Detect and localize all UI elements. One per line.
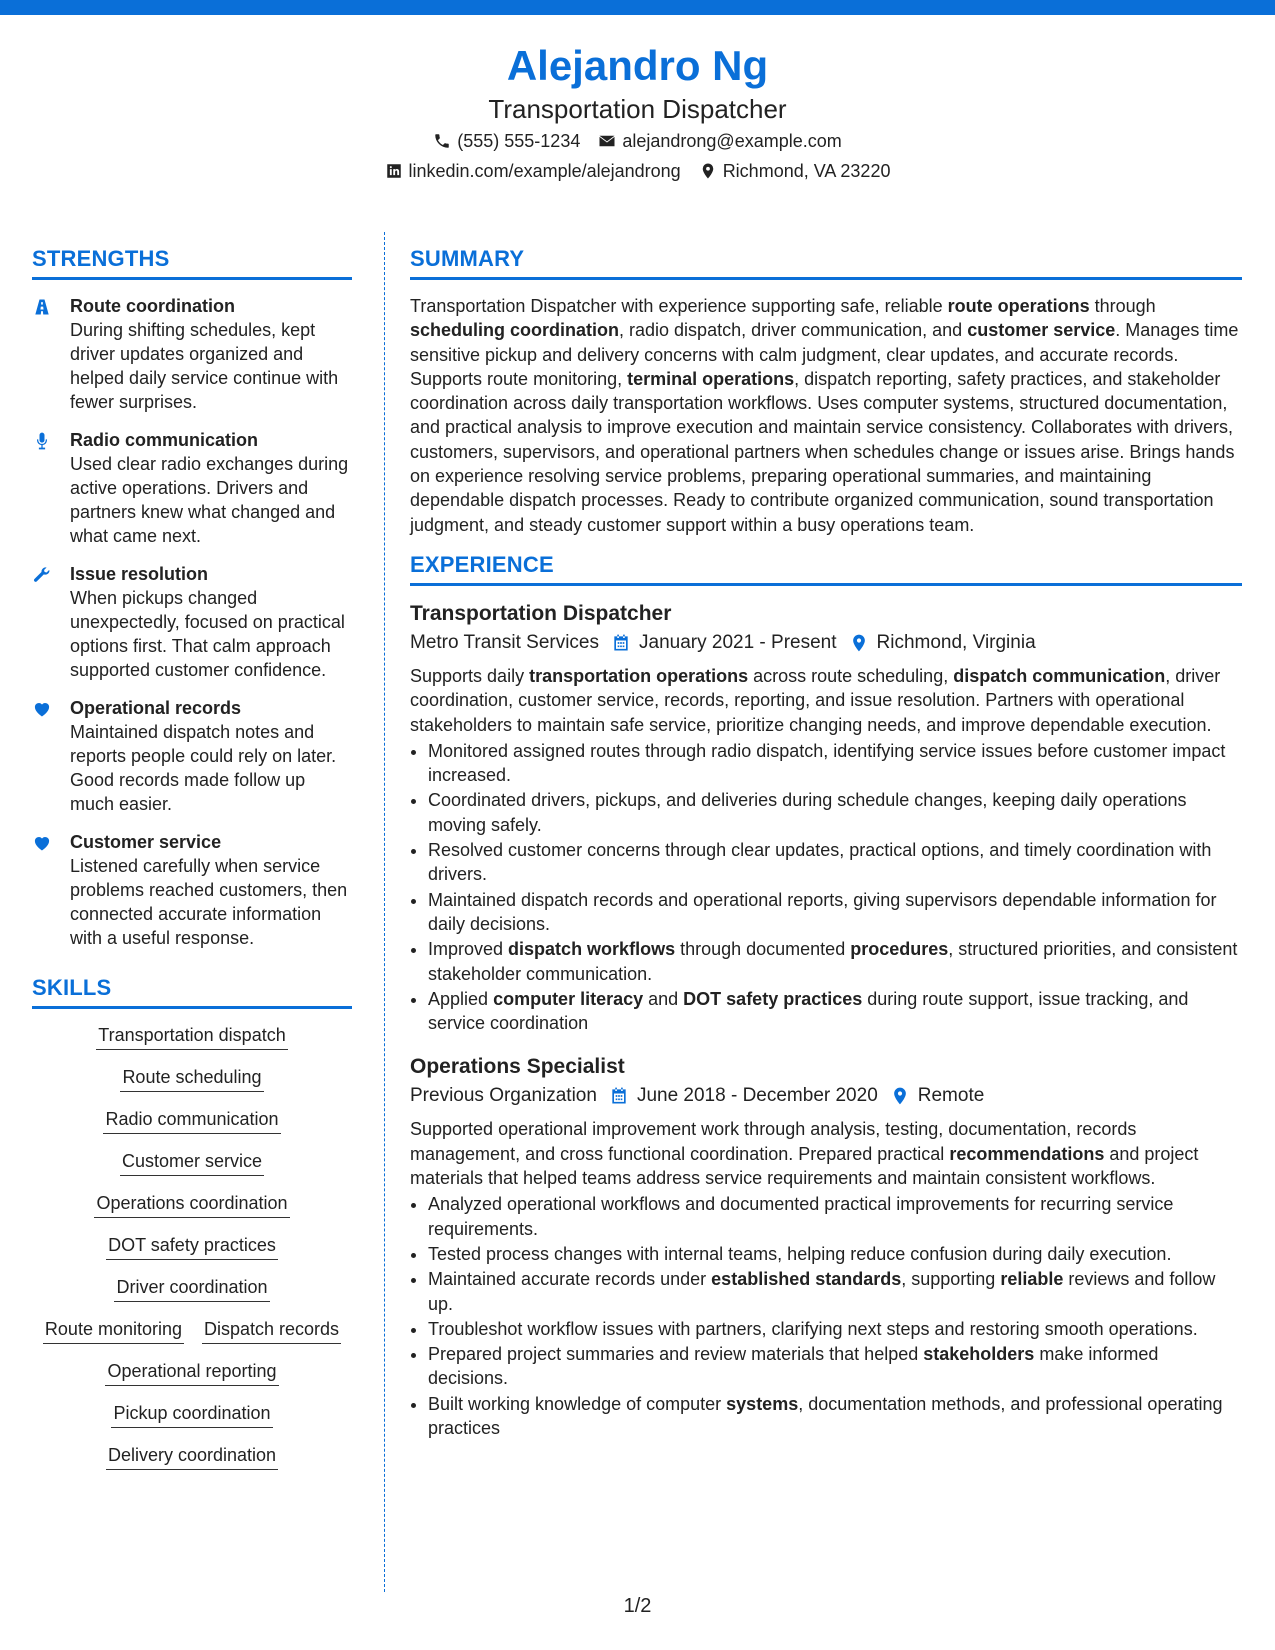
- skill-tag: Delivery coordination: [106, 1443, 278, 1470]
- job-location-text: Remote: [917, 1085, 985, 1107]
- phone-icon: [433, 132, 451, 150]
- strength-item: [32, 428, 352, 548]
- calendar-icon: [611, 633, 631, 653]
- text-segment: Troubleshot workflow issues with partners, clarifying next steps and restoring smooth operations.: [428, 1318, 1198, 1339]
- skill-row: [32, 1149, 352, 1176]
- bold-keyword: dispatch workflows: [508, 939, 676, 960]
- skill-row: [32, 1401, 352, 1428]
- email-text: alejandrong@example.com: [622, 131, 842, 151]
- strength-body: [70, 562, 352, 682]
- skill-row: [32, 1233, 352, 1260]
- text-segment: make informed decisions.: [428, 1344, 1159, 1389]
- bullet-item: [428, 788, 1242, 837]
- bullet-item: [428, 838, 1242, 887]
- bold-keyword: procedures: [850, 939, 949, 960]
- map-pin-icon: [699, 162, 717, 180]
- bullet-item: [428, 739, 1242, 788]
- skills-list: [32, 1023, 352, 1470]
- text-segment: through: [1089, 296, 1156, 316]
- bold-keyword: recommendations: [949, 1143, 1105, 1164]
- bold-keyword: DOT safety practices: [683, 988, 863, 1009]
- bullet-item: [428, 888, 1242, 937]
- skill-tag: Route scheduling: [120, 1065, 263, 1092]
- skill-tag: Operational reporting: [105, 1359, 278, 1386]
- bullet-item: [428, 1317, 1242, 1341]
- strengths-list: [32, 294, 352, 950]
- strength-description: Maintained dispatch notes and reports people could rely on later. Good records made follow up much easier.: [70, 722, 337, 814]
- text-segment: Prepared project summaries and review materials that helped: [428, 1344, 924, 1365]
- bullet-item: [428, 1392, 1242, 1441]
- text-segment: Analyzed operational workflows and documented practical improvements for recurring service requirements.: [428, 1194, 1174, 1239]
- bold-keyword: dispatch communication: [953, 665, 1166, 686]
- company-name: Metro Transit Services: [410, 631, 599, 653]
- summary-heading: SUMMARY: [410, 245, 1242, 280]
- linkedin-text: linkedin.com/example/alejandrong: [408, 161, 681, 181]
- strength-item: [32, 562, 352, 682]
- bold-keyword: established standards: [711, 1269, 902, 1290]
- bullet-item: [428, 1192, 1242, 1241]
- strength-description: Used clear radio exchanges during active operations. Drivers and partners knew what changed and what came next.: [70, 454, 349, 546]
- left-column: [32, 245, 352, 1485]
- text-segment: Coordinated drivers, pickups, and deliveries during schedule changes, keeping daily operations moving safely.: [428, 790, 1187, 835]
- strength-body: [70, 830, 352, 950]
- strength-icon-wrap: [32, 428, 56, 548]
- strength-body: [70, 294, 352, 414]
- job-dates: [609, 1081, 878, 1111]
- skill-tag: Transportation dispatch: [96, 1023, 287, 1050]
- bullet-item: [428, 937, 1242, 986]
- strength-item: [32, 696, 352, 816]
- text-segment: Applied: [428, 988, 494, 1009]
- strength-item: [32, 830, 352, 950]
- linkedin-icon: [385, 162, 403, 180]
- skill-row: [32, 1317, 352, 1344]
- job-description: [410, 1117, 1242, 1190]
- bold-keyword: scheduling coordination: [410, 320, 620, 341]
- microphone-icon: [32, 431, 52, 451]
- strength-title: Customer service: [70, 832, 222, 852]
- strength-title: Operational records: [70, 698, 242, 718]
- text-segment: Improved: [428, 939, 509, 960]
- top-accent-bar: [0, 0, 1275, 15]
- bold-keyword: terminal operations: [627, 368, 795, 389]
- contact-row-2: [0, 156, 1275, 186]
- skills-heading: SKILLS: [32, 974, 352, 1009]
- text-segment: Maintained accurate records under: [428, 1269, 712, 1290]
- strength-icon-wrap: [32, 696, 56, 816]
- skill-row: [32, 1443, 352, 1470]
- contact-row-1: [0, 126, 1275, 156]
- strength-description: During shifting schedules, kept driver updates organized and helped daily service continue with fewer surprises.: [70, 320, 339, 412]
- envelope-icon: [598, 132, 616, 150]
- skill-row: [32, 1275, 352, 1302]
- text-segment: Tested process changes with internal teams, helping reduce confusion during daily execution.: [428, 1243, 1172, 1264]
- job-dates-text: January 2021 - Present: [639, 631, 837, 653]
- job-location: [890, 1081, 985, 1111]
- skill-row: [32, 1359, 352, 1386]
- location-contact: [699, 156, 891, 186]
- skill-row: [32, 1065, 352, 1092]
- job-bullets: [410, 739, 1242, 1036]
- company-name: Previous Organization: [410, 1085, 597, 1107]
- bullet-item: [428, 1242, 1242, 1266]
- text-segment: Transportation Dispatcher with experience supporting safe, reliable: [410, 296, 948, 316]
- experience-list: [410, 600, 1242, 1440]
- page-number: 1/2: [623, 1595, 652, 1617]
- job-location-text: Richmond, Virginia: [876, 631, 1036, 653]
- text-segment: Monitored assigned routes through radio dispatch, identifying service issues before customer impact increased.: [428, 740, 1226, 786]
- candidate-name: Alejandro Ng: [506, 42, 769, 89]
- text-segment: , documentation methods, and professional operating practices: [428, 1393, 1223, 1438]
- text-segment: . Manages time sensitive pickup and delivery concerns with calm judgment, clear updates, and accurate records. Supports route monitoring,: [410, 320, 1239, 389]
- job-entry: [410, 1053, 1242, 1440]
- strength-body: [70, 428, 352, 548]
- text-segment: , driver coordination, customer service, records, reporting, and issue resolution. Partners with operational stakeholders to maintain safe service, prioritize changing needs, and improve dependable execution.: [410, 665, 1221, 735]
- experience-heading: EXPERIENCE: [410, 551, 1242, 586]
- job-title: Operations Specialist: [410, 1055, 625, 1079]
- job-meta: [410, 1081, 1242, 1111]
- map-pin-icon: [849, 633, 869, 653]
- calendar-icon: [609, 1086, 629, 1106]
- wrench-icon: [32, 565, 52, 585]
- strengths-heading: STRENGTHS: [32, 245, 352, 280]
- skill-tag: Customer service: [120, 1149, 264, 1176]
- resume-header: [0, 40, 1275, 186]
- linkedin-contact[interactable]: [385, 156, 681, 186]
- strength-item: [32, 294, 352, 414]
- text-segment: Supports daily: [410, 665, 530, 686]
- job-description: [410, 664, 1242, 737]
- bold-keyword: reliable: [1000, 1269, 1064, 1290]
- heart-icon: [32, 699, 52, 719]
- phone-contact: [433, 126, 580, 156]
- text-segment: , supporting: [901, 1269, 1001, 1290]
- job-location: [849, 628, 1036, 658]
- skill-tag: Driver coordination: [114, 1275, 269, 1302]
- strength-description: When pickups changed unexpectedly, focused on practical options first. That calm approach supported customer confidence.: [70, 588, 345, 680]
- text-segment: , dispatch reporting, safety practices, and stakeholder coordination across daily transportation workflows. Uses computer systems, structured documentation, and practical analysis to improve execution and maintain service consistency. Collaborates with drivers, customers, supervisors, and operational partners when schedules change or issues arise. Brings hands on experience resolving service problems, preparing operational summaries, and maintaining dependable dispatch processes. Ready to contribute organized communication, sound transportation judgment, and steady customer support within a busy operations team.: [410, 368, 1235, 535]
- strength-body: [70, 696, 352, 816]
- summary-text: [410, 294, 1242, 537]
- bold-keyword: stakeholders: [923, 1344, 1035, 1365]
- job-meta: [410, 628, 1242, 658]
- bold-keyword: customer service: [967, 320, 1116, 341]
- text-segment: through documented: [675, 939, 851, 960]
- text-segment: , radio dispatch, driver communication, and: [619, 320, 968, 341]
- strength-title: Route coordination: [70, 296, 235, 316]
- heart-icon: [32, 833, 52, 853]
- bullet-item: [428, 1342, 1242, 1391]
- bold-keyword: computer literacy: [493, 988, 644, 1009]
- job-dates: [611, 628, 837, 658]
- text-segment: Resolved customer concerns through clear updates, practical options, and timely coordination with drivers.: [428, 840, 1212, 885]
- candidate-title: Transportation Dispatcher: [488, 94, 787, 124]
- strength-icon-wrap: [32, 830, 56, 950]
- location-text: Richmond, VA 23220: [722, 161, 891, 181]
- text-segment: and: [643, 988, 684, 1009]
- bullet-item: [428, 1267, 1242, 1316]
- bold-keyword: transportation operations: [529, 665, 749, 686]
- text-segment: , structured priorities, and consistent stakeholder communication.: [428, 939, 1238, 984]
- text-segment: Supported operational improvement work through analysis, testing, documentation, records management, and cross functional coordination. Prepared practical: [410, 1119, 1137, 1164]
- skill-tag: Operations coordination: [94, 1191, 289, 1218]
- strength-icon-wrap: [32, 562, 56, 682]
- skill-tag: Radio communication: [103, 1107, 280, 1134]
- road-icon: [32, 297, 52, 317]
- bullet-item: [428, 987, 1242, 1036]
- bold-keyword: route operations: [947, 296, 1090, 316]
- right-column: [410, 245, 1242, 1441]
- job-title: Transportation Dispatcher: [410, 601, 672, 625]
- text-segment: Built working knowledge of computer: [428, 1393, 727, 1414]
- text-segment: across route scheduling,: [748, 665, 954, 686]
- strength-title: Issue resolution: [70, 564, 209, 584]
- text-segment: Maintained dispatch records and operational reports, giving supervisors dependable information for daily decisions.: [428, 889, 1217, 934]
- job-bullets: [410, 1192, 1242, 1440]
- skill-tag: Dispatch records: [202, 1317, 341, 1344]
- phone-text: (555) 555-1234: [457, 131, 581, 151]
- skill-tag: DOT safety practices: [106, 1233, 278, 1260]
- strength-description: Listened carefully when service problems reached customers, then connected accurate information with a useful response.: [70, 856, 348, 948]
- strength-title: Radio communication: [70, 430, 259, 450]
- bold-keyword: systems: [726, 1393, 799, 1414]
- job-dates-text: June 2018 - December 2020: [636, 1085, 878, 1107]
- skill-row: [32, 1107, 352, 1134]
- map-pin-icon: [890, 1086, 910, 1106]
- text-segment: reviews and follow up.: [428, 1269, 1216, 1314]
- skill-row: [32, 1191, 352, 1218]
- job-entry: [410, 600, 1242, 1035]
- skill-tag: Pickup coordination: [111, 1401, 272, 1428]
- skill-row: [32, 1023, 352, 1050]
- strength-icon-wrap: [32, 294, 56, 414]
- column-divider: [384, 232, 385, 1592]
- skill-tag: Route monitoring: [43, 1317, 184, 1344]
- email-contact[interactable]: [598, 126, 841, 156]
- text-segment: during route support, issue tracking, and service coordination: [428, 988, 1189, 1034]
- text-segment: and project materials that helped teams address service requirements and maintain consistent workflows.: [410, 1143, 1199, 1189]
